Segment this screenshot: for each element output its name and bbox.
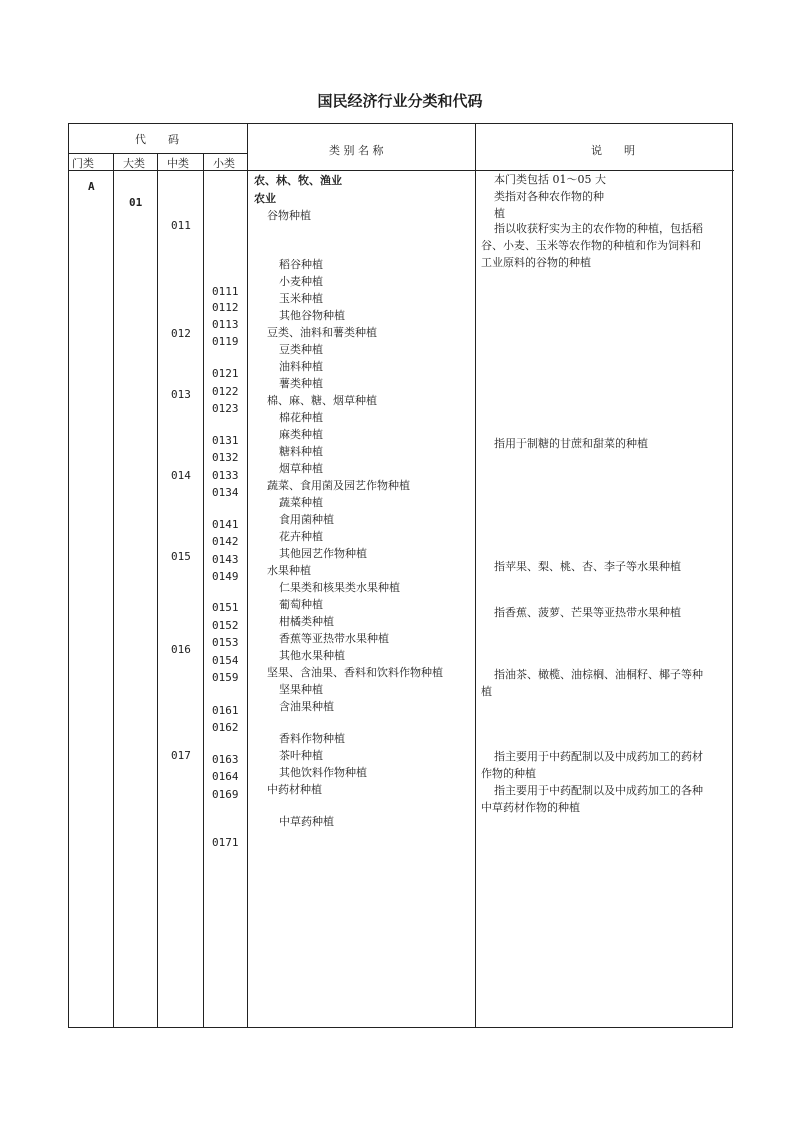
code-xiaolei: 0134 <box>212 486 239 499</box>
category-name: 蔬菜种植 <box>279 496 323 509</box>
category-name: 麻类种植 <box>279 428 323 441</box>
category-name: 豆类种植 <box>279 343 323 356</box>
code-xiaolei: 0149 <box>212 570 239 583</box>
category-name: 棉、麻、糖、烟草种植 <box>267 394 377 407</box>
header-divider <box>69 153 247 154</box>
code-xiaolei: 0161 <box>212 704 239 717</box>
classification-table <box>68 123 733 1028</box>
header-xiaolei: 小类 <box>213 157 235 170</box>
category-name: 稻谷种植 <box>279 258 323 271</box>
description-line: 指用于制糖的甘蔗和甜菜的种植 <box>494 437 648 450</box>
category-name: 花卉种植 <box>279 530 323 543</box>
category-name: 农、林、牧、渔业 <box>254 174 342 187</box>
col-divider <box>157 153 158 1027</box>
category-name: 棉花种植 <box>279 411 323 424</box>
category-name: 柑橘类种植 <box>279 615 334 628</box>
description-line: 指油茶、橄榄、油棕榈、油桐籽、椰子等种 <box>494 668 703 681</box>
code-zhonglei: 012 <box>171 327 191 340</box>
category-name: 中草药种植 <box>279 815 334 828</box>
category-name: 玉米种植 <box>279 292 323 305</box>
col-divider <box>203 153 204 1027</box>
category-name: 食用菌种植 <box>279 513 334 526</box>
description-line: 指主要用于中药配制以及中成药加工的各种 <box>494 784 703 797</box>
code-xiaolei: 0159 <box>212 671 239 684</box>
category-name: 其他园艺作物种植 <box>279 547 367 560</box>
code-zhonglei: 013 <box>171 388 191 401</box>
description-line: 植 <box>494 207 505 220</box>
description-line: 指香蕉、菠萝、芒果等亚热带水果种植 <box>494 606 681 619</box>
description-line: 指苹果、梨、桃、杏、李子等水果种植 <box>494 560 681 573</box>
category-name: 糖料种植 <box>279 445 323 458</box>
category-name: 小麦种植 <box>279 275 323 288</box>
category-name: 中药材种植 <box>267 783 322 796</box>
description-line: 谷、小麦、玉米等农作物的种植和作为饲料和 <box>481 239 701 252</box>
code-xiaolei: 0123 <box>212 402 239 415</box>
col-divider <box>247 124 248 1027</box>
code-xiaolei: 0132 <box>212 451 239 464</box>
category-name: 含油果种植 <box>279 700 334 713</box>
header-dalei: 大类 <box>123 157 145 170</box>
category-name: 其他水果种植 <box>279 649 345 662</box>
code-xiaolei: 0163 <box>212 753 239 766</box>
col-divider <box>475 124 476 1027</box>
category-name: 薯类种植 <box>279 377 323 390</box>
category-name: 其他谷物种植 <box>279 309 345 322</box>
category-name: 谷物种植 <box>267 209 311 222</box>
code-xiaolei: 0111 <box>212 285 239 298</box>
code-xiaolei: 0131 <box>212 434 239 447</box>
code-xiaolei: 0143 <box>212 553 239 566</box>
category-name: 烟草种植 <box>279 462 323 475</box>
description-line: 指以收获籽实为主的农作物的种植，包括稻 <box>494 222 703 235</box>
code-zhonglei: 011 <box>171 219 191 232</box>
code-xiaolei: 0122 <box>212 385 239 398</box>
code-xiaolei: 0112 <box>212 301 239 314</box>
category-name: 茶叶种植 <box>279 749 323 762</box>
code-xiaolei: 0151 <box>212 601 239 614</box>
description-line: 工业原料的谷物的种植 <box>481 256 591 269</box>
code-xiaolei: 0133 <box>212 469 239 482</box>
category-name: 水果种植 <box>267 564 311 577</box>
code-zhonglei: 016 <box>171 643 191 656</box>
category-name: 蔬菜、食用菌及园艺作物种植 <box>267 479 410 492</box>
description-line: 中草药材作物的种植 <box>481 801 580 814</box>
page-title: 国民经济行业分类和代码 <box>317 92 483 110</box>
category-name: 农业 <box>254 192 276 205</box>
description-line: 类指对各种农作物的种 <box>494 190 604 203</box>
category-name: 香料作物种植 <box>279 732 345 745</box>
code-xiaolei: 0152 <box>212 619 239 632</box>
category-name: 葡萄种植 <box>279 598 323 611</box>
code-menlei: A <box>88 180 95 193</box>
category-name: 香蕉等亚热带水果种植 <box>279 632 389 645</box>
description-line: 本门类包括 01～05 大 <box>494 173 606 186</box>
code-zhonglei: 017 <box>171 749 191 762</box>
category-name: 其他饮料作物种植 <box>279 766 367 779</box>
code-xiaolei: 0119 <box>212 335 239 348</box>
header-description: 说 明 <box>591 144 635 157</box>
code-xiaolei: 0154 <box>212 654 239 667</box>
category-name: 坚果、含油果、香料和饮料作物种植 <box>267 666 443 679</box>
code-xiaolei: 0142 <box>212 535 239 548</box>
header-zhonglei: 中类 <box>167 157 189 170</box>
code-xiaolei: 0153 <box>212 636 239 649</box>
code-xiaolei: 0121 <box>212 367 239 380</box>
header-menlei: 门类 <box>72 157 94 170</box>
header-category-name: 类 别 名 称 <box>329 144 384 157</box>
description-line: 作物的种植 <box>481 767 536 780</box>
code-xiaolei: 0141 <box>212 518 239 531</box>
col-divider <box>113 153 114 1027</box>
category-name: 坚果种植 <box>279 683 323 696</box>
category-name: 仁果类和核果类水果种植 <box>279 581 400 594</box>
code-zhonglei: 014 <box>171 469 191 482</box>
code-dalei: 01 <box>129 196 143 209</box>
code-xiaolei: 0113 <box>212 318 239 331</box>
code-xiaolei: 0169 <box>212 788 239 801</box>
code-xiaolei: 0162 <box>212 721 239 734</box>
header-code-group: 代 码 <box>135 133 179 146</box>
category-name: 油料种植 <box>279 360 323 373</box>
description-line: 植 <box>481 685 492 698</box>
code-zhonglei: 015 <box>171 550 191 563</box>
code-xiaolei: 0171 <box>212 836 239 849</box>
category-name: 豆类、油料和薯类种植 <box>267 326 377 339</box>
description-line: 指主要用于中药配制以及中成药加工的药材 <box>494 750 703 763</box>
code-xiaolei: 0164 <box>212 770 239 783</box>
